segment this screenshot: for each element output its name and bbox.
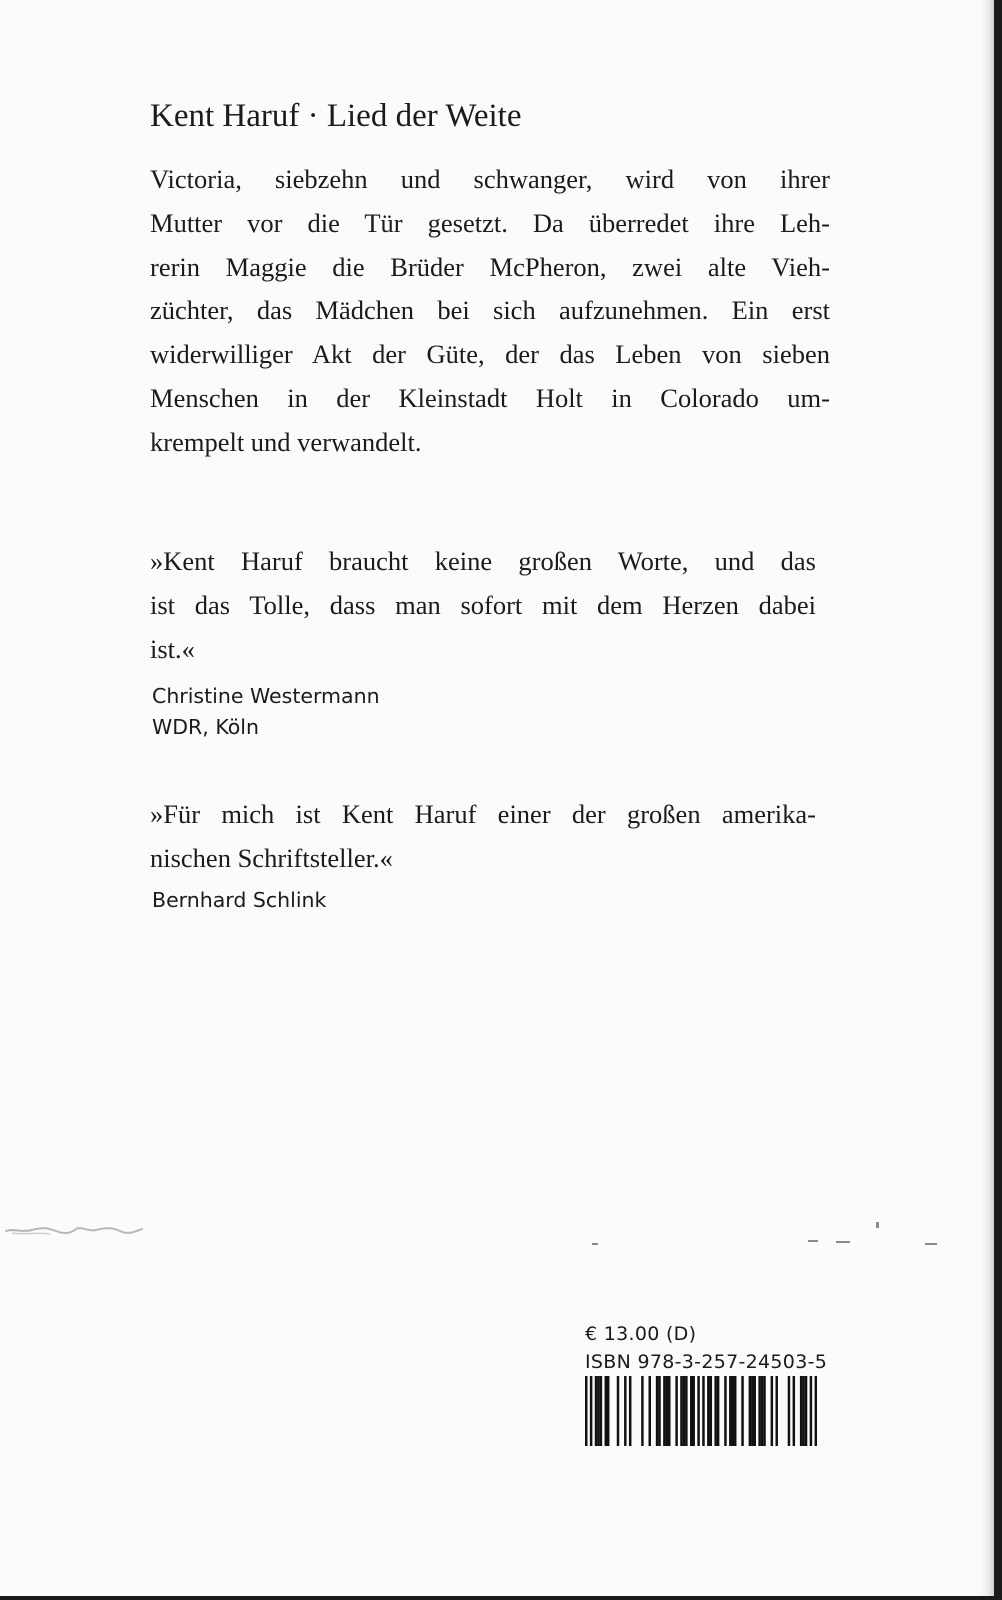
barcode-bar [810, 1376, 812, 1446]
barcode-bar [761, 1376, 763, 1446]
blurb-line: Mutter vor die Tür gesetzt. Da überredet ihre Leh- [150, 207, 830, 238]
quote-source: WDR, Köln [152, 715, 259, 739]
quote-author: Bernhard Schlink [152, 888, 327, 912]
blurb-line: rerin Maggie die Brüder McPheron, zwei alte Vieh- [150, 251, 830, 282]
barcode-bar [607, 1376, 609, 1446]
barcode-bar [805, 1376, 807, 1446]
barcode-bar [656, 1376, 658, 1446]
blurb-line: Menschen in der Kleinstadt Holt in Colorado um- [150, 382, 830, 413]
barcode-bar [629, 1376, 631, 1446]
cover-edge-shadow [980, 0, 994, 1596]
price-label: € 13.00 (D) [585, 1323, 697, 1345]
quote-line: ist.« [150, 633, 195, 664]
blurb-line: krempelt und verwandelt. [150, 426, 422, 457]
barcode-bar [617, 1376, 619, 1446]
barcode-bar [751, 1376, 753, 1446]
quote-author: Christine Westermann [152, 684, 380, 708]
quote-line: »Für mich ist Kent Haruf einer der großen amerika- [150, 799, 816, 829]
blurb-line: züchter, das Mädchen bei sich aufzunehmen. Ein erst [150, 295, 830, 326]
barcode-bar [675, 1376, 677, 1446]
barcode-bar [717, 1376, 719, 1446]
barcode-bar [793, 1376, 795, 1446]
barcode-bar [624, 1376, 626, 1446]
barcode-bar [800, 1376, 802, 1446]
barcode-bar [749, 1376, 751, 1446]
barcode-bar [707, 1376, 709, 1446]
barcode-bar [600, 1376, 602, 1446]
barcode-bar [692, 1376, 694, 1446]
isbn-label: ISBN 978-3-257-24503-5 [585, 1351, 828, 1373]
barcode-bar [605, 1376, 607, 1446]
book-title: Kent Haruf · Lied der Weite [150, 98, 522, 134]
barcode-bar [734, 1376, 736, 1446]
barcode-bar [754, 1376, 756, 1446]
barcode-bar [585, 1376, 587, 1446]
barcode-bar [680, 1376, 682, 1446]
barcode-bar [710, 1376, 712, 1446]
barcode-bar [641, 1376, 643, 1446]
barcode-bar [788, 1376, 790, 1446]
ean-barcode [585, 1376, 817, 1446]
barcode-bar [758, 1376, 760, 1446]
barcode-bar [815, 1376, 817, 1446]
barcode-bar [666, 1376, 668, 1446]
barcode-bar [690, 1376, 692, 1446]
barcode-bar [702, 1376, 704, 1446]
barcode-bar [763, 1376, 765, 1446]
barcode-bar [685, 1376, 687, 1446]
review-quote [150, 793, 816, 881]
blurb-text [150, 158, 830, 465]
barcode-bar [771, 1376, 773, 1446]
barcode-bar [683, 1376, 685, 1446]
barcode-bar [732, 1376, 734, 1446]
barcode-bar [663, 1376, 665, 1446]
quote-line: »Kent Haruf braucht keine großen Worte, und das [150, 546, 816, 576]
barcode-bar [741, 1376, 743, 1446]
barcode-bar [724, 1376, 726, 1446]
barcode-bar [648, 1376, 650, 1446]
barcode-bar [729, 1376, 731, 1446]
ink-smudge-mark [4, 1222, 144, 1238]
quote-line: nischen Schriftsteller.« [150, 842, 393, 873]
barcode-bar [658, 1376, 660, 1446]
barcode-bar [697, 1376, 699, 1446]
barcode-bar [775, 1376, 777, 1446]
quote-line: ist das Tolle, dass man sofort mit dem Herzen dabei [150, 589, 816, 620]
barcode-bar [590, 1376, 592, 1446]
barcode-bar [668, 1376, 670, 1446]
barcode-bar [597, 1376, 599, 1446]
blurb-line: Victoria, siebzehn und schwanger, wird von ihrer [150, 164, 830, 194]
review-quote [150, 540, 816, 671]
barcode-bar [714, 1376, 716, 1446]
barcode-bar [595, 1376, 597, 1446]
blurb-line: widerwilliger Akt der Güte, der das Leben von sieben [150, 339, 830, 370]
barcode-bar [802, 1376, 804, 1446]
